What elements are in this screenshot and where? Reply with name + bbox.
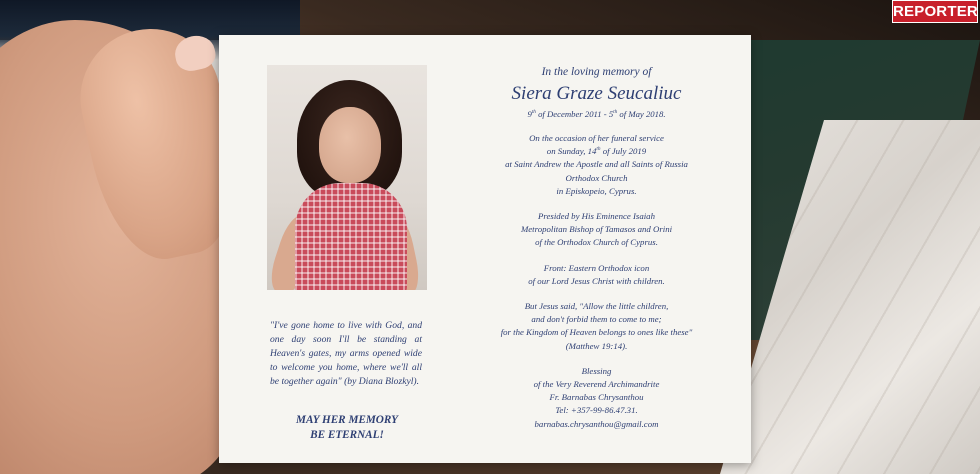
farewell-message bbox=[267, 413, 427, 443]
presided-line-2: Metropolitan Bishop of Tamasos and Orini bbox=[520, 224, 673, 235]
memorial-quote: "I've gone home to live with God, and one day soon I'll be standing at Heaven's gates, my arms opened wide to welcome you home, where we'll all be together again" (by Diana Blozkyl). bbox=[270, 320, 422, 387]
portrait-gingham-dress bbox=[295, 183, 407, 290]
deceased-name: Siera Graze Seucaliuc bbox=[511, 83, 682, 104]
farewell-line-1: MAY HER MEMORY bbox=[296, 414, 398, 426]
reporter-logo-badge: REPORTER bbox=[892, 0, 978, 23]
scripture-line-1: But Jesus said, "Allow the little children, bbox=[524, 301, 669, 312]
life-dates bbox=[459, 108, 734, 120]
birth-suffix: th bbox=[531, 109, 536, 116]
blessing-line-3: Fr. Barnabas Chrysanthou bbox=[549, 392, 644, 403]
presided-line-3: of the Orthodox Church of Cyprus. bbox=[535, 237, 658, 248]
scripture-line-2: and don't forbid them to come to me; bbox=[531, 314, 662, 325]
farewell-line-2: BE ETERNAL! bbox=[310, 429, 384, 441]
presided-line-1: Presided by His Eminence Isaiah bbox=[538, 211, 655, 222]
service-date-suffix: th bbox=[596, 146, 601, 153]
intro-text: In the loving memory of bbox=[541, 66, 652, 78]
scripture-line-3: for the Kingdom of Heaven belongs to ones like these" bbox=[500, 327, 693, 338]
birth-rest: of December 2011 - 5 bbox=[535, 109, 614, 119]
blessing-line-1: Blessing bbox=[581, 365, 612, 376]
death-rest: of May 2018. bbox=[617, 109, 666, 119]
blessing-details bbox=[459, 365, 734, 431]
blessing-phone: Tel: +357-99-86.47.31. bbox=[555, 405, 638, 416]
scripture-line-4: (Matthew 19:14). bbox=[565, 340, 628, 351]
front-line-2: of our Lord Jesus Christ with children. bbox=[528, 275, 665, 286]
memorial-card bbox=[219, 35, 751, 463]
child-portrait-photo bbox=[267, 65, 427, 290]
presided-details bbox=[459, 210, 734, 250]
scripture-quote bbox=[459, 300, 734, 353]
death-suffix: th bbox=[613, 109, 618, 116]
service-details bbox=[459, 132, 734, 198]
service-line-1: On the occasion of her funeral service bbox=[529, 133, 664, 143]
front-icon-note bbox=[459, 262, 734, 288]
service-line-2 bbox=[459, 145, 734, 158]
service-date-post: of July 2019 bbox=[600, 146, 647, 157]
portrait-face bbox=[319, 107, 381, 183]
service-line-5: in Episkopeio, Cyprus. bbox=[556, 185, 637, 196]
birth-day: 9 bbox=[527, 109, 532, 119]
service-date-pre: on Sunday, 14 bbox=[546, 146, 597, 157]
blessing-email: barnabas.chrysanthou@gmail.com bbox=[534, 418, 659, 429]
memorial-details bbox=[459, 65, 734, 431]
front-line-1: Front: Eastern Orthodox icon bbox=[543, 262, 650, 273]
blessing-line-2: of the Very Reverend Archimandrite bbox=[533, 379, 660, 390]
service-line-3: at Saint Andrew the Apostle and all Saints of Russia bbox=[505, 159, 688, 170]
service-line-4: Orthodox Church bbox=[565, 172, 628, 183]
